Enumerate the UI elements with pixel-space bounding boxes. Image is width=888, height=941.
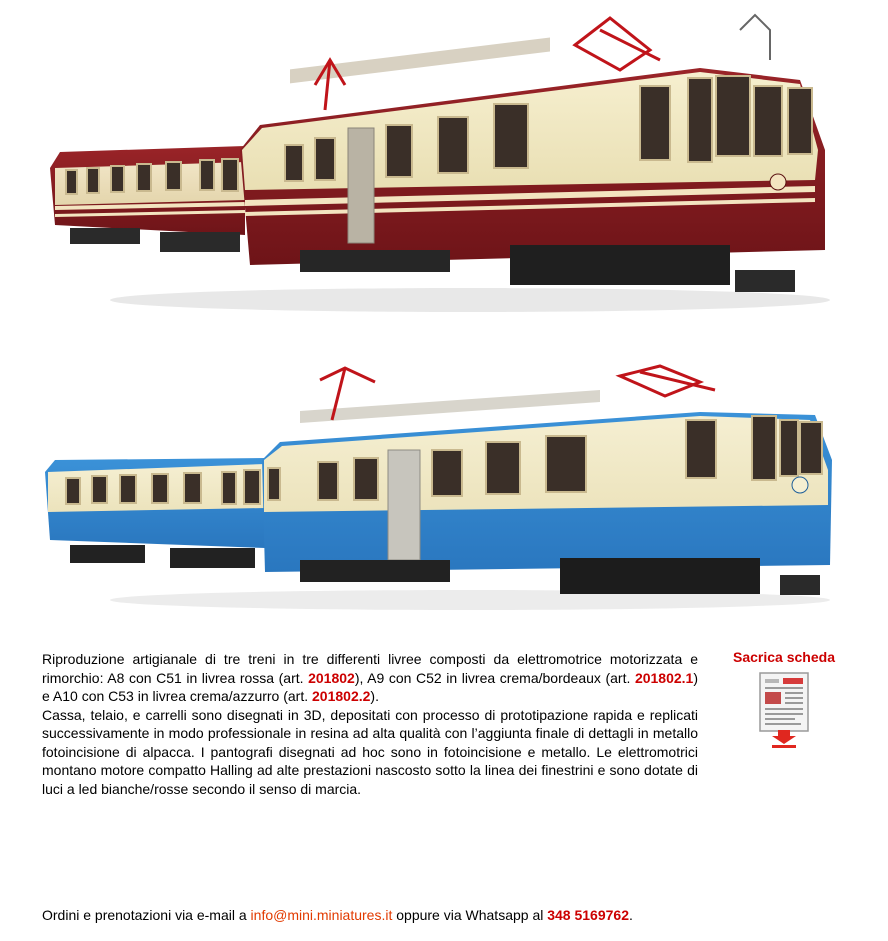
trailer-car-blue [45, 458, 265, 568]
motor-car-blue [262, 390, 832, 595]
product-description [42, 650, 698, 798]
trailer-car-red [50, 146, 245, 252]
download-datasheet-link[interactable]: Sacrica scheda [733, 649, 835, 665]
article-number-201802: 201802 [308, 669, 355, 686]
order-contact-line: Ordini e prenotazioni via e-mail a info@mini.miniatures.it oppure via Whatsapp al 348 5169762. [42, 907, 633, 923]
description-details: Cassa, telaio, e carrelli sono disegnati in 3D, depositati con processo di prototipazione rapida e replicati successivamente in modo professionale in resina ad alta qualità con l’aggiunta finale di dettagli in metallo fotoincisione di alpacca. I pantografi disegnati ad hoc sono in fotoincisione e metallo. Le elettromotrici montano motore compatto Halling ad alte prestazioni nascosto sotto la linea dei finestrini e sono dotate di luci a led bianche/rosse secondo il senso di marcia. [42, 706, 698, 797]
train-photo-blue [0, 360, 888, 620]
description-intro: Riproduzione artigianale di tre treni in tre differenti livree composti da elettromotrice motorizzata e rimorchio: A8 con C51 in livrea rossa (art. 201802), A9 con C52 in livrea crema/bordeaux (art. 201802.1) e A10 con C53 in livrea crema/azzurro (art. 201802.2). [42, 651, 699, 704]
article-number-201802-2: 201802.2 [312, 688, 371, 704]
train-photo-bordeaux [0, 0, 888, 330]
pdf-download-icon[interactable] [759, 672, 809, 748]
whatsapp-number: 348 5169762 [547, 907, 629, 923]
email-link[interactable]: info@mini.miniatures.it [250, 907, 393, 923]
article-number-201802-1: 201802.1 [634, 669, 694, 686]
